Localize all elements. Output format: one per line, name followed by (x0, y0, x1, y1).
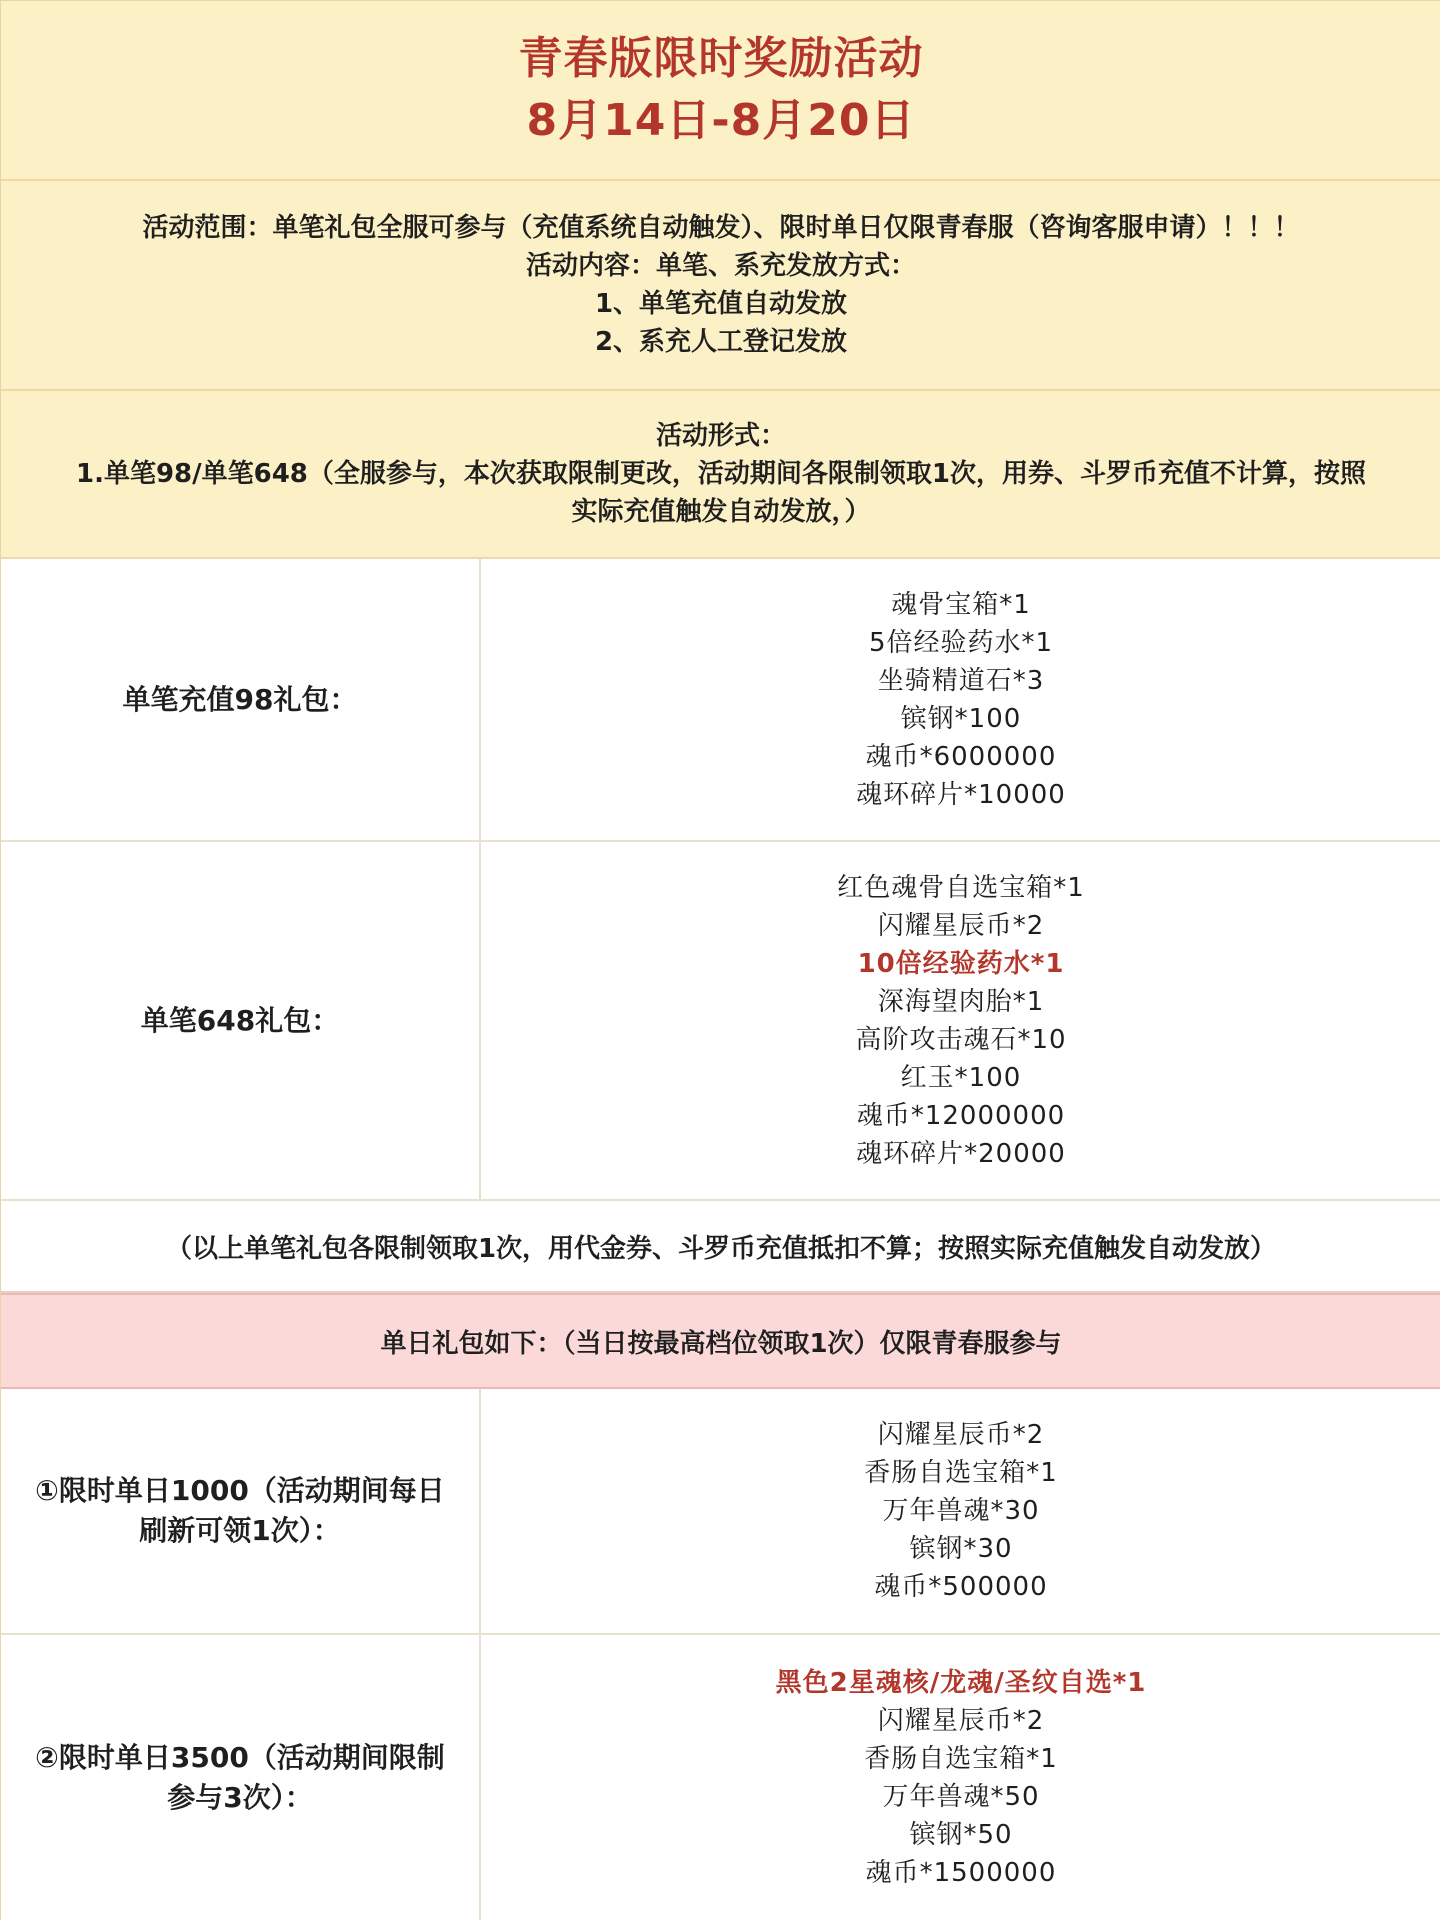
method-line-2: 2、系充人工登记发放 (594, 327, 848, 357)
reward-item-highlighted: 10倍经验药水*1 (857, 948, 1065, 979)
event-scope-section (1, 181, 1440, 391)
form-line-2: 实际充值触发自动发放，） (571, 497, 871, 527)
pack-label-cell (1, 559, 481, 840)
pack-label (35, 1471, 445, 1551)
note-text: （以上单笔礼包各限制领取1次，用代金券、斗罗币充值抵扣不算；按照实际充值触发自动发放） (165, 1233, 1277, 1264)
pack-label-line: 刷新可领1次）： (139, 1514, 341, 1547)
reward-item: 红色魂骨自选宝箱*1 (837, 872, 1085, 903)
pack-label: 单笔充值98礼包： (122, 682, 358, 716)
pack-row-98 (1, 559, 1440, 842)
pack-label-cell (1, 1635, 481, 1920)
reward-item: 魂环碎片*20000 (856, 1138, 1066, 1169)
reward-item: 5倍经验药水*1 (868, 627, 1054, 658)
reward-item: 魂币*6000000 (865, 741, 1057, 772)
daily-pack-row-1000 (1, 1389, 1440, 1635)
form-heading: 活动形式： (655, 421, 786, 451)
reward-item: 香肠自选宝箱*1 (864, 1458, 1058, 1488)
reward-item: 坐骑精道石*3 (877, 665, 1045, 696)
daily-heading-text: 单日礼包如下：（当日按最高档位领取1次）仅限青春服参与 (380, 1328, 1062, 1359)
reward-item: 镔钢*50 (909, 1820, 1013, 1850)
reward-item: 魂骨宝箱*1 (891, 589, 1031, 620)
single-pack-note (1, 1201, 1440, 1293)
pack-label-cell (1, 1389, 481, 1633)
reward-item: 深海望肉胎*1 (877, 986, 1045, 1017)
event-form-section (1, 391, 1440, 559)
daily-pack-heading (1, 1293, 1440, 1389)
event-dates: 8月14日-8月20日 (526, 95, 916, 146)
pack-items-cell (481, 559, 1440, 840)
pack-items-cell (481, 842, 1440, 1199)
reward-item: 香肠自选宝箱*1 (864, 1744, 1058, 1774)
form-line-1: 1.单笔98/单笔648（全服参与，本次获取限制更改，活动期间各限制领取1次，用券、斗罗币充值不计算，按照 (75, 459, 1366, 489)
reward-item: 魂环碎片*10000 (856, 779, 1066, 810)
reward-item: 镔钢*30 (909, 1534, 1013, 1564)
reward-item-highlighted: 黑色2星魂核/龙魂/圣纹自选*1 (775, 1668, 1147, 1698)
pack-items-cell (481, 1635, 1440, 1920)
event-title: 青春版限时奖励活动 (518, 33, 924, 84)
pack-label-line: ①限时单日1000（活动期间每日 (35, 1474, 445, 1507)
pack-items-cell (481, 1389, 1440, 1633)
daily-pack-row-3500 (1, 1635, 1440, 1920)
pack-label-line: 参与3次）： (167, 1781, 313, 1814)
reward-item: 魂币*1500000 (865, 1858, 1057, 1888)
pack-label (35, 1738, 445, 1818)
pack-label: 单笔648礼包： (140, 1003, 340, 1037)
pack-label-cell (1, 842, 481, 1199)
scope-line: 活动范围：单笔礼包全服可参与（充值系统自动触发）、限时单日仅限青春服（咨询客服申请）！！！ (142, 213, 1300, 243)
reward-item: 闪耀星辰币*2 (877, 910, 1045, 941)
reward-item: 镔钢*100 (900, 703, 1022, 734)
reward-item: 万年兽魂*50 (882, 1782, 1040, 1812)
pack-label-line: ②限时单日3500（活动期间限制 (35, 1741, 445, 1774)
reward-item: 万年兽魂*30 (882, 1496, 1040, 1526)
reward-item: 闪耀星辰币*2 (877, 1706, 1045, 1736)
pack-row-648 (1, 842, 1440, 1201)
reward-item: 魂币*12000000 (856, 1100, 1066, 1131)
reward-item: 闪耀星辰币*2 (877, 1420, 1045, 1450)
content-line: 活动内容：单笔、系充发放方式： (525, 251, 916, 281)
method-line-1: 1、单笔充值自动发放 (594, 289, 848, 319)
poster-header (1, 1, 1440, 181)
reward-item: 高阶攻击魂石*10 (855, 1024, 1067, 1055)
reward-item: 魂币*500000 (874, 1572, 1048, 1602)
reward-item: 红玉*100 (900, 1062, 1022, 1093)
